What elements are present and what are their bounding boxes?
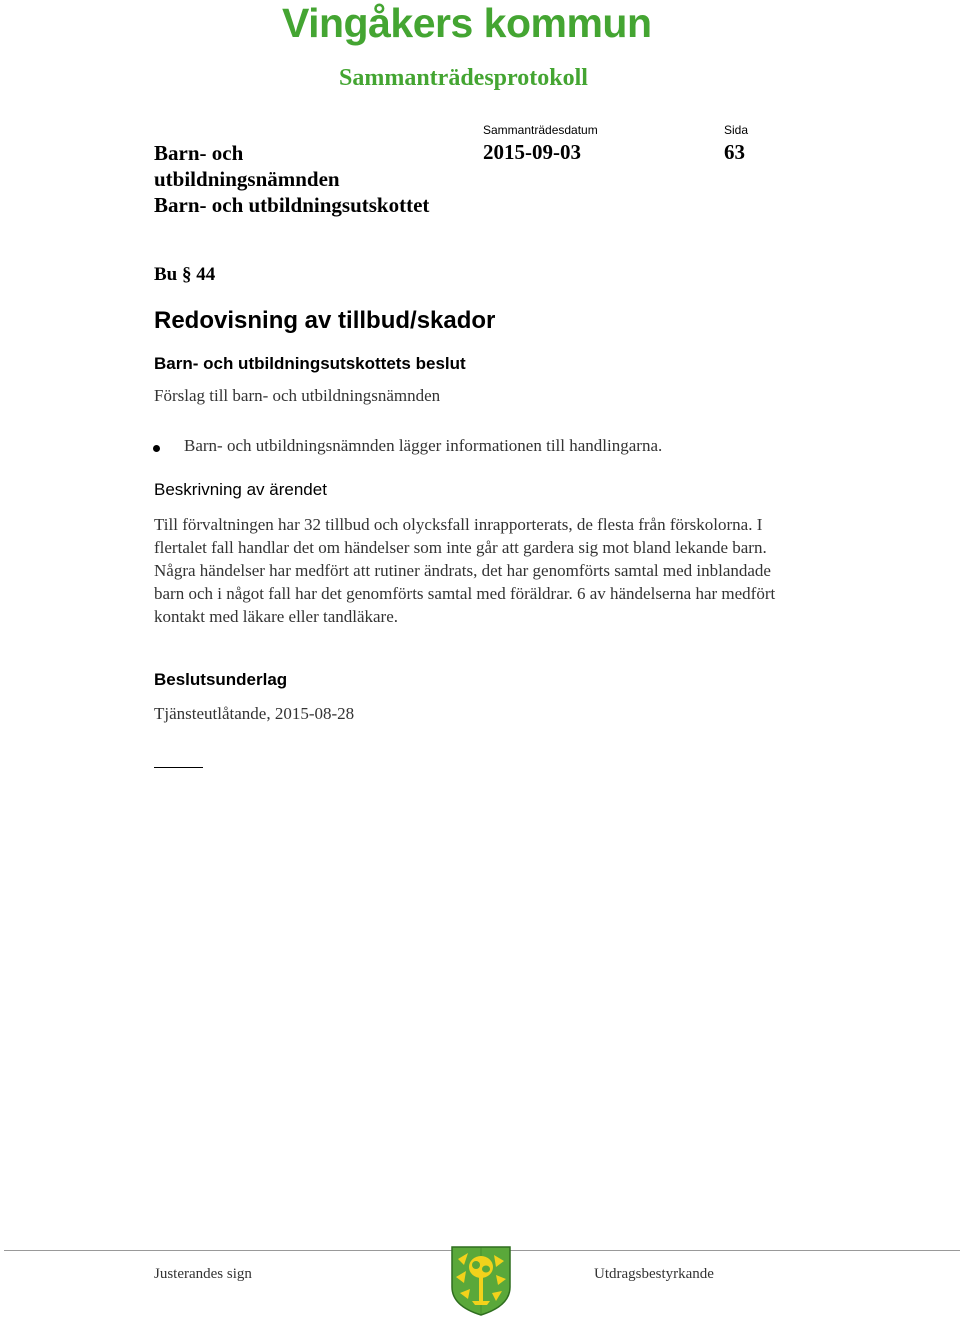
proposal-text: Förslag till barn- och utbildningsnämnden (154, 386, 441, 405)
end-rule (154, 767, 203, 768)
org-title: Vingåkers kommun (282, 0, 652, 46)
meeting-date-label: Sammanträdesdatum (483, 123, 598, 137)
paragraph-number: Bu § 44 (154, 264, 216, 285)
bullet-icon (153, 445, 160, 452)
description-heading: Beskrivning av ärendet (154, 480, 327, 499)
committee-line: Barn- och (154, 141, 244, 165)
committee-name (154, 140, 429, 218)
committee-line: Barn- och utbildningsutskottet (154, 193, 430, 217)
decision-bullet: Barn- och utbildningsnämnden lägger informationen till handlingarna. (184, 436, 663, 455)
item-title: Redovisning av tillbud/skador (154, 307, 496, 334)
meeting-date: 2015-09-03 (483, 140, 581, 164)
document-type: Sammanträdesprotokoll (339, 65, 588, 91)
description-text: Till förvaltningen har 32 tillbud och olycksfall inrapporterats, de flesta från förskolorna. I flertalet fall handlar det om händelser som inte går att gardera sig mot bland lekande barn. Några händelser har medfört att rutiner ändrats, det har genomförts samtal med inblandade barn och i något fall har det genomförts samtal med föräldrar. 6 av händelserna har medfört kontakt med läkare eller tandläkare. (154, 515, 776, 626)
page-label: Sida (724, 123, 749, 137)
basis-heading: Beslutsunderlag (154, 670, 288, 689)
committee-line: utbildningsnämnden (154, 167, 340, 191)
decision-heading: Barn- och utbildningsutskottets beslut (154, 354, 466, 373)
extract-certification-label: Utdragsbestyrkande (594, 1266, 714, 1282)
page-number: 63 (724, 140, 745, 164)
coat-of-arms-icon (450, 1245, 512, 1317)
basis-text: Tjänsteutlåtande, 2015-08-28 (154, 704, 355, 723)
adjuster-signature-label: Justerandes sign (154, 1266, 252, 1282)
